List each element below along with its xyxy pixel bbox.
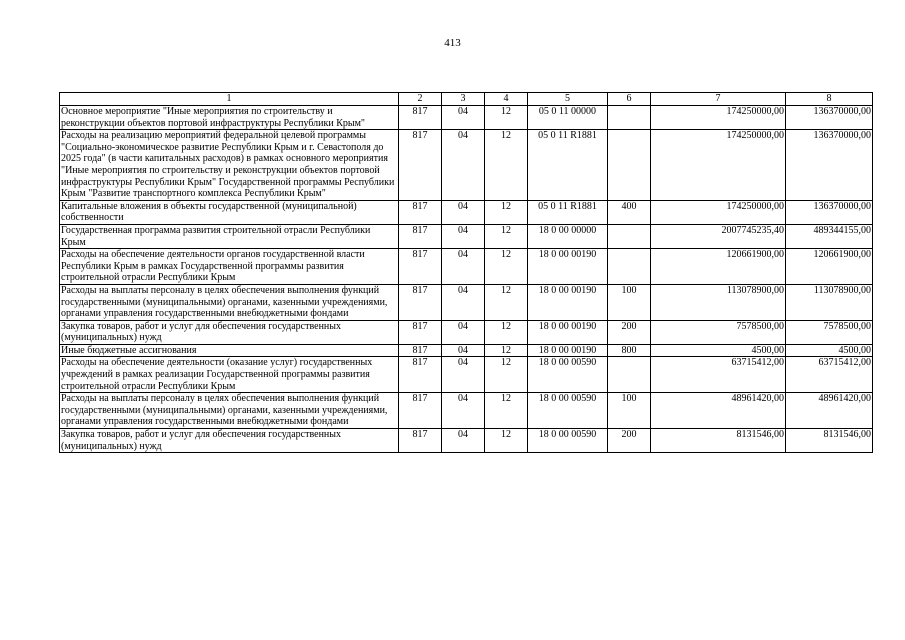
item-name: Расходы на обеспечение деятельности органов государственной власти Республики Крым в рамках Государственной программы развития строительной отрасли Республики Крым: [60, 249, 399, 285]
section-code: 04: [442, 284, 485, 320]
amount-year-2: 136370000,00: [786, 106, 873, 130]
table-row: [60, 284, 873, 320]
item-name: Расходы на выплаты персоналу в целях обеспечения выполнения функций государственными (муниципальными) органами, казенными учреждениями, органами управления государственными внебюджетными фондами: [60, 284, 399, 320]
budget-table: [59, 92, 873, 453]
column-header-7: 7: [651, 93, 786, 106]
column-header-2: 2: [399, 93, 442, 106]
expense-type-code: 200: [608, 320, 651, 344]
section-code: 04: [442, 357, 485, 393]
ministry-code: 817: [399, 429, 442, 453]
table-row: [60, 320, 873, 344]
table-row: [60, 224, 873, 248]
section-code: 04: [442, 224, 485, 248]
ministry-code: 817: [399, 200, 442, 224]
amount-year-1: 174250000,00: [651, 200, 786, 224]
column-header-4: 4: [485, 93, 528, 106]
table-row: [60, 106, 873, 130]
item-name: Расходы на выплаты персоналу в целях обеспечения выполнения функций государственными (муниципальными) органами, казенными учреждениями, органами управления государственными внебюджетными фондами: [60, 393, 399, 429]
amount-year-2: 4500,00: [786, 344, 873, 357]
amount-year-2: 63715412,00: [786, 357, 873, 393]
item-name: Основное мероприятие "Иные мероприятия по строительству и реконструкции объектов портовой инфраструктуры Республики Крым": [60, 106, 399, 130]
amount-year-1: 174250000,00: [651, 106, 786, 130]
target-article-code: 18 0 00 00190: [528, 284, 608, 320]
amount-year-1: 2007745235,40: [651, 224, 786, 248]
ministry-code: 817: [399, 249, 442, 285]
target-article-code: 05 0 11 R1881: [528, 200, 608, 224]
expense-type-code: 800: [608, 344, 651, 357]
section-code: 04: [442, 429, 485, 453]
expense-type-code: [608, 106, 651, 130]
header-row: [60, 93, 873, 106]
item-name: Закупка товаров, работ и услуг для обеспечения государственных (муниципальных) нужд: [60, 429, 399, 453]
expense-type-code: 100: [608, 393, 651, 429]
section-code: 04: [442, 130, 485, 201]
table-row: [60, 130, 873, 201]
column-header-6: 6: [608, 93, 651, 106]
target-article-code: 18 0 00 00590: [528, 393, 608, 429]
ministry-code: 817: [399, 106, 442, 130]
amount-year-2: 489344155,00: [786, 224, 873, 248]
amount-year-1: 113078900,00: [651, 284, 786, 320]
amount-year-1: 63715412,00: [651, 357, 786, 393]
subsection-code: 12: [485, 429, 528, 453]
expense-type-code: [608, 130, 651, 201]
ministry-code: 817: [399, 320, 442, 344]
target-article-code: 05 0 11 R1881: [528, 130, 608, 201]
section-code: 04: [442, 393, 485, 429]
subsection-code: 12: [485, 130, 528, 201]
column-header-8: 8: [786, 93, 873, 106]
subsection-code: 12: [485, 284, 528, 320]
amount-year-1: 120661900,00: [651, 249, 786, 285]
column-header-3: 3: [442, 93, 485, 106]
subsection-code: 12: [485, 320, 528, 344]
section-code: 04: [442, 200, 485, 224]
amount-year-1: 8131546,00: [651, 429, 786, 453]
amount-year-2: 136370000,00: [786, 130, 873, 201]
amount-year-2: 8131546,00: [786, 429, 873, 453]
amount-year-2: 7578500,00: [786, 320, 873, 344]
item-name: Государственная программа развития строительной отрасли Республики Крым: [60, 224, 399, 248]
section-code: 04: [442, 106, 485, 130]
subsection-code: 12: [485, 393, 528, 429]
amount-year-2: 113078900,00: [786, 284, 873, 320]
amount-year-1: 4500,00: [651, 344, 786, 357]
item-name: Капитальные вложения в объекты государственной (муниципальной) собственности: [60, 200, 399, 224]
section-code: 04: [442, 249, 485, 285]
target-article-code: 18 0 00 00000: [528, 224, 608, 248]
item-name: Закупка товаров, работ и услуг для обеспечения государственных (муниципальных) нужд: [60, 320, 399, 344]
target-article-code: 18 0 00 00190: [528, 320, 608, 344]
item-name: Расходы на обеспечение деятельности (оказание услуг) государственных учреждений в рамках реализации Государственной программы развития строительной отрасли Республики Крым: [60, 357, 399, 393]
target-article-code: 18 0 00 00590: [528, 357, 608, 393]
column-header-5: 5: [528, 93, 608, 106]
ministry-code: 817: [399, 224, 442, 248]
target-article-code: 18 0 00 00190: [528, 249, 608, 285]
ministry-code: 817: [399, 130, 442, 201]
section-code: 04: [442, 320, 485, 344]
table-row: [60, 357, 873, 393]
subsection-code: 12: [485, 249, 528, 285]
expense-type-code: [608, 249, 651, 285]
subsection-code: 12: [485, 344, 528, 357]
table-row: [60, 393, 873, 429]
subsection-code: 12: [485, 200, 528, 224]
column-header-1: 1: [60, 93, 399, 106]
amount-year-1: 48961420,00: [651, 393, 786, 429]
amount-year-1: 174250000,00: [651, 130, 786, 201]
amount-year-2: 48961420,00: [786, 393, 873, 429]
subsection-code: 12: [485, 357, 528, 393]
expense-type-code: 400: [608, 200, 651, 224]
table-row: [60, 200, 873, 224]
page-number: 413: [444, 37, 461, 49]
item-name: Расходы на реализацию мероприятий федеральной целевой программы "Социально-экономическое развитие Республики Крым и г. Севастополя до 2025 года" (в части капитальных расходов) в рамках основного мероприятия "Иные мероприятия по строительству и реконструкции объектов портовой инфраструктуры Республики Крым" Государственной программы Республики Крым "Развитие транспортного комплекса Республики Крым": [60, 130, 399, 201]
section-code: 04: [442, 344, 485, 357]
amount-year-2: 120661900,00: [786, 249, 873, 285]
ministry-code: 817: [399, 357, 442, 393]
ministry-code: 817: [399, 284, 442, 320]
expense-type-code: 100: [608, 284, 651, 320]
expense-type-code: [608, 357, 651, 393]
target-article-code: 05 0 11 00000: [528, 106, 608, 130]
expense-type-code: 200: [608, 429, 651, 453]
amount-year-2: 136370000,00: [786, 200, 873, 224]
subsection-code: 12: [485, 224, 528, 248]
table-row: [60, 429, 873, 453]
target-article-code: 18 0 00 00590: [528, 429, 608, 453]
table-row: [60, 344, 873, 357]
subsection-code: 12: [485, 106, 528, 130]
item-name: Иные бюджетные ассигнования: [60, 344, 399, 357]
amount-year-1: 7578500,00: [651, 320, 786, 344]
ministry-code: 817: [399, 344, 442, 357]
table-row: [60, 249, 873, 285]
ministry-code: 817: [399, 393, 442, 429]
expense-type-code: [608, 224, 651, 248]
target-article-code: 18 0 00 00190: [528, 344, 608, 357]
